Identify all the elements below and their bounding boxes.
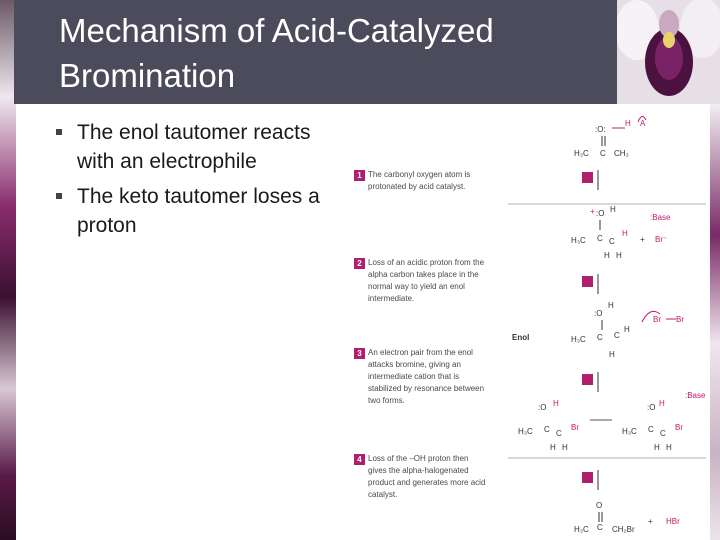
svg-text:H: H [616, 251, 622, 260]
arrow-badge [582, 472, 593, 483]
step-number-badge: 2 [354, 258, 365, 269]
svg-text::O: :O [594, 309, 603, 318]
bullet-item [56, 118, 346, 176]
svg-text:H: H [609, 350, 615, 359]
svg-text:H₃C: H₃C [574, 149, 589, 158]
svg-text:H: H [654, 443, 660, 452]
svg-text:H: H [562, 443, 568, 452]
svg-text:H: H [610, 205, 616, 214]
enol-label: Enol [512, 333, 530, 342]
bullet-item [56, 182, 346, 240]
svg-text:H₃C: H₃C [571, 335, 586, 344]
ketone-structure [574, 116, 646, 158]
svg-text::Base: :Base [685, 391, 706, 400]
svg-text:Br: Br [675, 423, 683, 432]
svg-text:H: H [604, 251, 610, 260]
slide-title: Mechanism of Acid-Catalyzed Bromination [59, 12, 494, 94]
svg-text:H₃C: H₃C [571, 236, 586, 245]
svg-text:C: C [597, 523, 603, 532]
svg-text:C: C [544, 425, 550, 434]
step-number-badge: 1 [354, 170, 365, 181]
step-number-badge: 4 [354, 454, 365, 465]
svg-text:C: C [609, 237, 615, 246]
bullet-text: The keto tautomer loses a proton [77, 185, 320, 237]
svg-text:H₃C: H₃C [574, 525, 589, 534]
svg-text:+: + [640, 235, 645, 244]
mechanism-figure [350, 110, 712, 540]
svg-text:O: O [596, 501, 603, 510]
svg-text:CH₂Br: CH₂Br [612, 525, 635, 534]
svg-text:C: C [556, 429, 562, 438]
svg-text:C: C [597, 333, 603, 342]
protonated-ketone-structure [571, 205, 671, 260]
svg-text:C: C [597, 234, 603, 243]
svg-text::O: :O [647, 403, 656, 412]
svg-text:CH₃: CH₃ [614, 149, 629, 158]
step-description: The carbonyl oxygen atom is protonated by acid catalyst. [368, 170, 471, 191]
svg-text:H: H [608, 301, 614, 310]
arrow-badge [582, 172, 593, 183]
step-description: An electron pair from the enol attacks bromine, giving an intermediate cation that is stabilized by resonance between two forms. [368, 348, 485, 405]
svg-text:H₃C: H₃C [518, 427, 533, 436]
svg-text::O: :O [538, 403, 547, 412]
svg-text:Br: Br [653, 315, 661, 324]
svg-text::O:: :O: [595, 125, 606, 134]
svg-text:Br: Br [571, 423, 579, 432]
svg-text:H: H [659, 399, 665, 408]
svg-text:C: C [600, 149, 606, 158]
svg-text:C: C [660, 429, 666, 438]
svg-text::Base: :Base [650, 213, 671, 222]
mechanism-structures [350, 110, 712, 540]
svg-text:A: A [640, 119, 646, 128]
bromoketone-product-structure [574, 501, 680, 534]
svg-text:C: C [614, 331, 620, 340]
svg-text:C: C [648, 425, 654, 434]
svg-text::O: :O [596, 209, 605, 218]
bullet-icon [56, 193, 62, 199]
bullet-icon [56, 129, 62, 135]
arrow-badge [582, 374, 593, 385]
bullet-list [56, 118, 346, 246]
svg-text:H: H [553, 399, 559, 408]
svg-text:+: + [590, 207, 595, 216]
enol-structure [571, 301, 684, 359]
arrow-badge [582, 276, 593, 287]
svg-text:H: H [624, 325, 630, 334]
svg-text:H: H [622, 229, 628, 238]
svg-text:Br⁻: Br⁻ [655, 235, 668, 244]
svg-text:HBr: HBr [666, 517, 680, 526]
orchid-image [617, 0, 720, 104]
resonance-cation-structures [518, 391, 706, 452]
svg-text:+: + [648, 517, 653, 526]
bullet-text: The enol tautomer reacts with an electrophile [77, 121, 311, 173]
step-description: Loss of the –OH proton then gives the alpha-halogenated product and generates more acid catalyst. [368, 454, 486, 499]
svg-text:H: H [666, 443, 672, 452]
svg-text:H₃C: H₃C [622, 427, 637, 436]
svg-text:Br: Br [676, 315, 684, 324]
svg-text:H: H [625, 119, 631, 128]
step-number-badge: 3 [354, 348, 365, 359]
svg-text:H: H [550, 443, 556, 452]
title-bar [14, 0, 617, 104]
step-description: Loss of an acidic proton from the alpha carbon takes place in the normal way to yield an enol intermediate. [368, 258, 485, 303]
